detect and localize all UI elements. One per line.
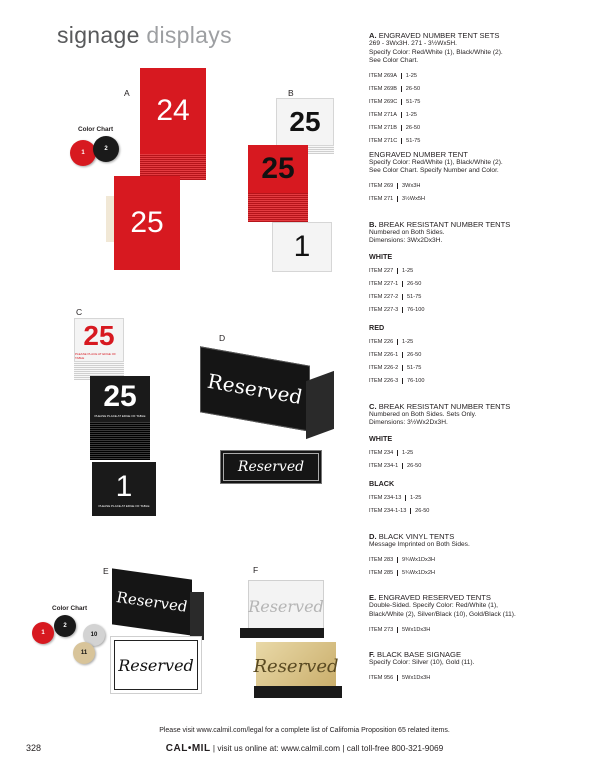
item-spec: 5¾Wx1Dx2H [402,569,435,576]
black-base [240,628,324,638]
base-sign-gold [253,642,339,690]
reserved-text: Reserved [207,368,303,410]
swatch-number: 2 [63,623,67,629]
reserved-tent-black [112,568,192,635]
item-spec: 9¾Wx1Dx3H [402,556,435,563]
section-b [369,220,599,388]
reserved-text: Reserved [253,655,339,677]
tent-number: 25 [83,320,115,351]
item-spec: 76-100 [407,307,425,313]
item-spec: 26-50 [415,508,430,514]
item-number: ITEM 269B [369,86,397,92]
item-number: ITEM 271B [369,125,397,131]
item-spec: 1-25 [402,450,414,456]
number-tent-25-red-b [248,145,308,193]
section-c [369,402,599,518]
item-number: ITEM 283 [369,556,394,563]
section-desc-line: Numbered on Both Sides. Sets Only. [369,410,477,418]
item-spec: 76-100 [407,378,425,384]
section-name: BREAK RESISTANT NUMBER TENTS [378,401,511,411]
color-swatch-black [93,136,119,162]
section-e [369,593,599,636]
section-desc-line: Specify Color: Silver (10), Gold (11). [369,659,475,666]
section-d [369,532,599,580]
color-chart-label-a: Color Chart [78,126,114,133]
item-spec: 1-25 [405,73,417,79]
item-number: ITEM 227-2 [369,294,399,300]
item-row [369,265,599,278]
item-number: ITEM 269C [369,99,398,105]
section-heading [369,220,599,229]
prop65-note: Please visit www.calmil.com/legal for a complete list of California Proposition 65 related items. [159,727,450,734]
item-row [369,109,599,122]
color-swatch-red [32,622,54,644]
base-sign-silver [248,580,324,632]
item-spec: 26-50 [405,86,421,92]
item-spec: 51-75 [407,294,422,300]
number-tent-24 [140,68,206,154]
item-row [369,96,599,109]
item-number: ITEM 285 [369,569,394,576]
item-row [369,447,599,460]
item-row [369,193,599,206]
section-letter: F. [369,650,375,659]
subsection-red: RED [369,322,385,332]
item-number: ITEM 234-1-13 [369,508,407,514]
reserved-text: Reserved [248,596,324,616]
swatch-number: 1 [81,150,85,156]
tent-caption: PLEASE PLACE AT EDGE OF TABLE [98,504,150,508]
color-chart-label-e: Color Chart [52,605,88,612]
item-spec: 5Wx1Dx3H [402,626,431,633]
number-tent-25-white [276,98,334,146]
reserved-text: Reserved [116,588,188,616]
item-number: ITEM 956 [369,675,394,681]
tent-caption: PLEASE PLACE AT EDGE OF TABLE [94,414,146,418]
image-label-c: C [76,307,83,317]
item-number: ITEM 269A [369,73,397,79]
section-f [369,650,599,685]
section-name: BLACK BASE SIGNAGE [377,650,462,659]
tent-number: 1 [115,470,133,503]
swatch-number: 10 [90,632,98,638]
item-spec: 1-25 [410,495,422,501]
item-spec: 51-75 [406,138,421,144]
page-title-word-1: signage [57,22,140,48]
image-label-d: D [219,333,226,343]
item-number: ITEM 271C [369,138,398,144]
section-desc-line: See Color Chart. Specify Number and Color. [369,167,499,174]
swatch-number: 11 [80,650,88,656]
color-swatch-gold [73,642,95,664]
image-label-a: A [124,88,130,98]
swatch-number: 2 [104,146,108,152]
tent-side [306,371,334,439]
tent-stack-edge [248,192,308,222]
item-number: ITEM 227-3 [369,307,399,313]
number-tent-25-white-c [74,318,124,362]
item-spec: 1-25 [402,268,414,274]
page-title-word-2: displays [146,22,232,48]
section-heading [369,650,599,659]
tent-number: 24 [156,94,190,127]
tent-number: 1 [293,230,311,263]
item-row [369,672,599,685]
tent-number: 25 [130,206,164,239]
item-spec: 1-25 [405,112,417,118]
item-row [369,291,599,304]
item-row [369,566,599,579]
section-heading [369,31,599,40]
section-desc-line: Specify Color: Red/White (1), Black/White (2). [369,48,503,56]
section-name: ENGRAVED NUMBER TENT SETS [378,31,500,40]
page-title [57,22,232,49]
section-name: BLACK VINYL TENTS [378,531,455,541]
section-letter: E. [369,593,377,602]
item-number: ITEM 226 [369,339,394,345]
item-spec: 5Wx1Dx3H [402,675,431,681]
reserved-tent-small [220,450,322,484]
item-row [369,349,599,362]
brand-logo: CAL•MIL [165,743,211,754]
reserved-tent-large [200,346,310,431]
item-row [369,180,599,193]
tent-side [190,592,204,640]
item-spec: 51-75 [407,365,422,371]
item-row [369,460,599,473]
section-desc-line: Dimensions: 3Wx2Dx3H. [369,237,443,244]
item-number: ITEM 227 [369,268,394,274]
reserved-tent-white [110,636,202,694]
section-desc-line: Double-Sided. Specify Color: Red/White (1), [369,602,498,609]
black-base [254,686,342,698]
color-swatch-red [70,140,96,166]
section-name: ENGRAVED RESERVED TENTS [378,593,491,602]
subsection-black: BLACK [369,478,395,488]
reserved-text: Reserved [237,459,305,475]
item-row [369,70,599,83]
section-desc-line: Specify Color: Red/White (1), Black/White (2). [369,158,503,166]
image-label-e: E [103,566,109,576]
item-number: ITEM 226-2 [369,365,399,371]
item-row [369,135,599,148]
number-tent-1-black [92,462,156,516]
item-spec: 3Wx3H [402,183,421,189]
section-letter: D. [369,531,377,541]
subsection-white: WHITE [369,433,393,443]
image-label-f: F [253,565,259,575]
number-tent-1-white [272,222,332,272]
section-letter: C. [369,401,377,411]
section-heading [369,593,599,602]
item-number: ITEM 227-1 [369,281,399,287]
section-desc-line: See Color Chart. [369,57,419,64]
subsection-name: ENGRAVED NUMBER TENT [369,149,468,159]
item-number: ITEM 271A [369,112,397,118]
number-tent-25-black [90,376,150,422]
tent-number: 25 [103,380,137,413]
section-desc-line: Black/White (2), Silver/Black (10), Gold/Black (11). [369,610,516,618]
item-number: ITEM 234-1 [369,463,399,469]
product-list [369,31,599,699]
item-row [369,83,599,96]
number-tent-25-red [114,176,180,270]
tent-stack-edge [90,420,150,460]
item-row [369,278,599,291]
item-row [369,492,599,505]
section-desc-line: Numbered on Both Sides. [369,228,445,236]
item-row [369,505,599,518]
item-number: ITEM 269 [369,183,394,189]
footer-phone: call toll-free 800-321-9069 [346,743,444,753]
item-row [369,304,599,317]
tent-number: 25 [261,152,295,185]
subsection-white: WHITE [369,251,393,261]
item-number: ITEM 226-3 [369,378,399,384]
item-number: ITEM 273 [369,626,394,633]
footer-website[interactable]: visit us online at: www.calmil.com [217,743,341,753]
section-desc-line: Message Imprinted on Both Sides. [369,540,470,548]
page-number: 328 [26,743,42,753]
section-heading [369,402,599,411]
item-row [369,553,599,566]
item-number: ITEM 271 [369,196,394,202]
subsection-heading [369,150,599,159]
item-spec: 51-75 [406,99,421,105]
item-row [369,375,599,388]
item-number: ITEM 234 [369,450,394,456]
section-desc-line: 269 - 3Wx3H. 271 - 3½Wx5H. [369,40,457,47]
section-letter: B. [369,219,377,229]
color-swatch-black [54,615,76,637]
item-number: ITEM 226-1 [369,352,399,358]
image-label-b: B [288,88,294,98]
item-spec: 1-25 [402,339,414,345]
footer-bar: CAL•MIL | visit us online at: www.calmil.com | call toll-free 800-321-9069 [165,743,444,754]
section-name: BREAK RESISTANT NUMBER TENTS [378,219,511,229]
item-row [369,122,599,135]
reserved-text: Reserved [118,655,194,675]
item-row [369,336,599,349]
tent-number: 25 [289,106,321,137]
item-spec: 26-50 [407,463,422,469]
section-letter: A. [369,31,377,40]
section-desc-line: Dimensions: 3½Wx2Dx3H. [369,419,448,426]
item-spec: 26-50 [405,125,421,131]
tent-caption: PLEASE PLACE AT EDGE OF TABLE [75,352,116,360]
item-number: ITEM 234-13 [369,495,402,501]
swatch-number: 1 [41,630,45,636]
item-row [369,362,599,375]
item-row [369,623,599,636]
section-a [369,31,599,206]
section-heading [369,532,599,541]
item-spec: 3½Wx5H [402,196,426,202]
item-spec: 26-50 [407,281,422,287]
item-spec: 26-50 [407,352,422,358]
